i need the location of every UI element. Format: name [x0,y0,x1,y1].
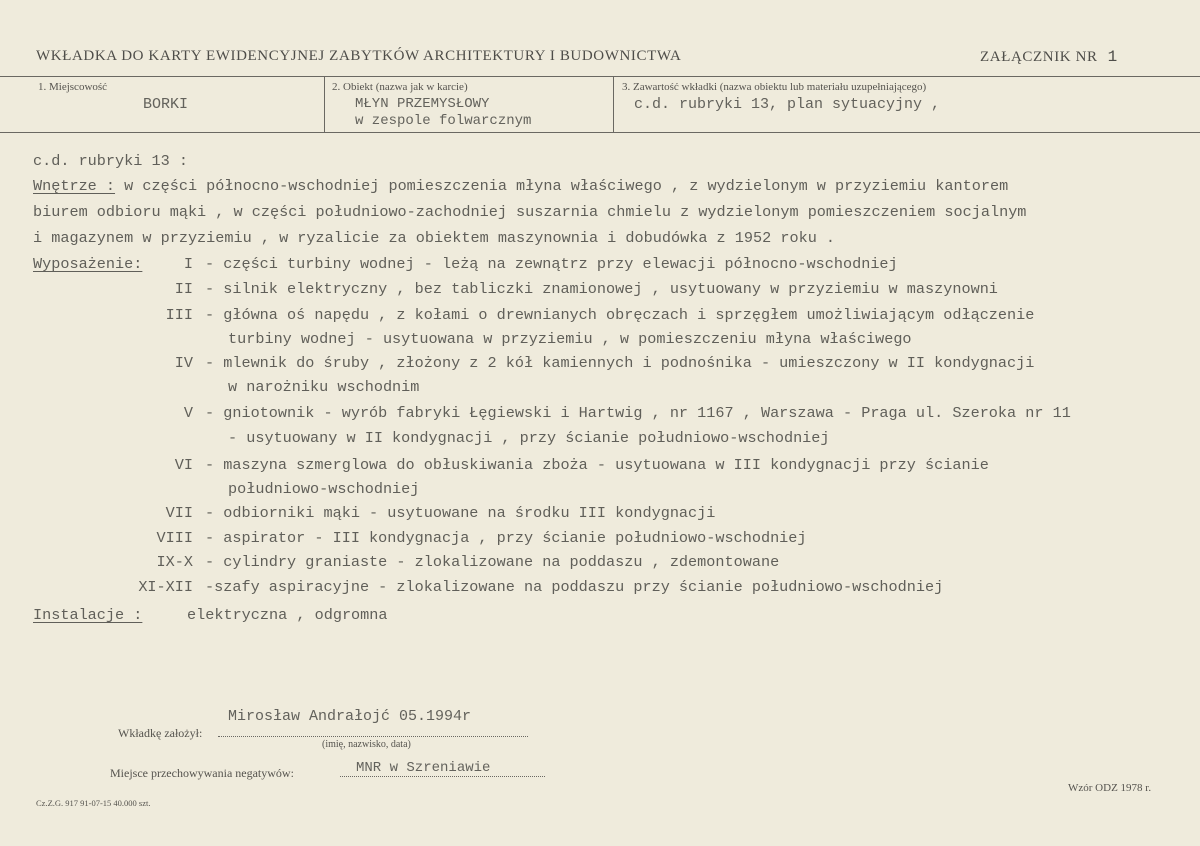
equipment-item-num: VII [165,504,193,522]
field-2-value-line-1: MŁYN PRZEMYSŁOWY [355,96,490,112]
equipment-item-num: IV [174,354,193,372]
interior-line-2: biurem odbioru mąki , w części południowo-zachodniej suszarnia chmielu z wydzielonym pomieszczeniem socjalnym [33,203,1027,221]
equipment-item-num: VIII [156,529,193,547]
equipment-item-text: -szafy aspiracyjne - zlokalizowane na poddaszu przy ścianie południowo-wschodniej [205,578,944,596]
equipment-item-text: - główna oś napędu , z kołami o drewnianych obręczach i sprzęgłem umożliwiającym odłączenie [205,306,1035,324]
field-2-label: 2. Obiekt (nazwa jak w karcie) [332,81,468,93]
storage-value: MNR w Szreniawie [356,760,491,776]
field-2-value-line-2: w zespole folwarcznym [355,113,532,129]
equipment-item-text: - odbiorniki mąki - usytuowane na środku III kondygnacji [205,504,716,522]
equipment-item-num: II [174,280,193,298]
equipment-label-text: Wyposażenie: [33,255,143,273]
print-code: Cz.Z.G. 917 91-07-15 40.000 szt. [36,798,151,808]
equipment-item-text: - maszyna szmerglowa do obłuskiwania zboża - usytuowana w III kondygnacji przy ścianie [205,456,989,474]
author-value: Mirosław Andrałojć 05.1994r [228,708,472,725]
field-3-label: 3. Zawartość wkładki (nazwa obiektu lub materiału uzupełniającego) [622,81,927,93]
intro-line: c.d. rubryki 13 : [33,152,188,170]
annex-number: 1 [1107,48,1118,66]
grid-divider-2 [613,76,614,133]
equipment-item-text: - części turbiny wodnej - leżą na zewnątrz przy elewacji północno-wschodniej [205,255,898,273]
grid-line-top [0,76,1200,77]
interior-text-1: w części północno-wschodniej pomieszczenia młyna właściwego , z wydzielonym w przyziemiu kantorem [115,177,1009,195]
installations-value: elektryczna , odgromna [187,606,388,624]
storage-dotted-line [340,776,545,777]
equipment-item-text: - mlewnik do śruby , złożony z 2 kół kamiennych i podnośnika - umieszczony w II kondygnacji [205,354,1035,372]
interior-line-3: i magazynem w przyziemiu , w ryzalicie za obiektem maszynownia i dobudówka z 1952 roku . [33,229,836,247]
annex-label [980,48,1118,66]
installations-line [33,606,142,624]
equipment-item-num: I [183,255,193,273]
equipment-item-text-cont: południowo-wschodniej [228,480,420,498]
author-hint: (imię, nazwisko, data) [322,739,411,750]
equipment-item-text: - gniotownik - wyrób fabryki Łęgiewski i Hartwig , nr 1167 , Warszawa - Praga ul. Szeroka nr 11 [205,404,1071,422]
equipment-item-text: - silnik elektryczny , bez tabliczki znamionowej , usytuowany w przyziemiu w maszynowni [205,280,998,298]
equipment-item-num: XI-XII [138,578,193,596]
author-dotted-line [218,736,528,737]
equipment-label [33,255,142,273]
field-1-label: 1. Miejscowość [38,81,108,93]
equipment-item-num: III [165,306,193,324]
equipment-item-num: VI [174,456,193,474]
installations-label: Instalacje : [33,606,143,624]
equipment-item-text-cont: w narożniku wschodnim [228,378,420,396]
form-code: Wzór ODZ 1978 r. [1068,782,1152,794]
equipment-item-num: IX-X [156,553,193,571]
storage-label: Miejsce przechowywania negatywów: [110,766,294,780]
field-3-value: c.d. rubryki 13, plan sytuacyjny , [634,96,941,113]
equipment-item-text: - cylindry graniaste - zlokalizowane na poddaszu , zdemontowane [205,553,780,571]
interior-label: Wnętrze : [33,177,116,195]
grid-divider-1 [324,76,325,133]
grid-line-bottom [0,132,1200,133]
equipment-item-num: V [183,404,193,422]
equipment-item-text-cont: - usytuowany w II kondygnacji , przy ścianie południowo-wschodniej [228,429,830,447]
equipment-item-text-cont: turbiny wodnej - usytuowana w przyziemiu , w pomieszczeniu młyna właściwego [228,330,912,348]
equipment-item-text: - aspirator - III kondygnacja , przy ścianie południowo-wschodniej [205,529,807,547]
author-label: Wkładkę założył: [118,726,203,740]
form-title: WKŁADKA DO KARTY EWIDENCYJNEJ ZABYTKÓW ARCHITEKTURY I BUDOWNICTWA [36,48,682,64]
field-1-value: BORKI [143,96,189,113]
interior-line-1 [33,177,1008,195]
annex-label-text: ZAŁĄCZNIK NR [980,49,1098,65]
